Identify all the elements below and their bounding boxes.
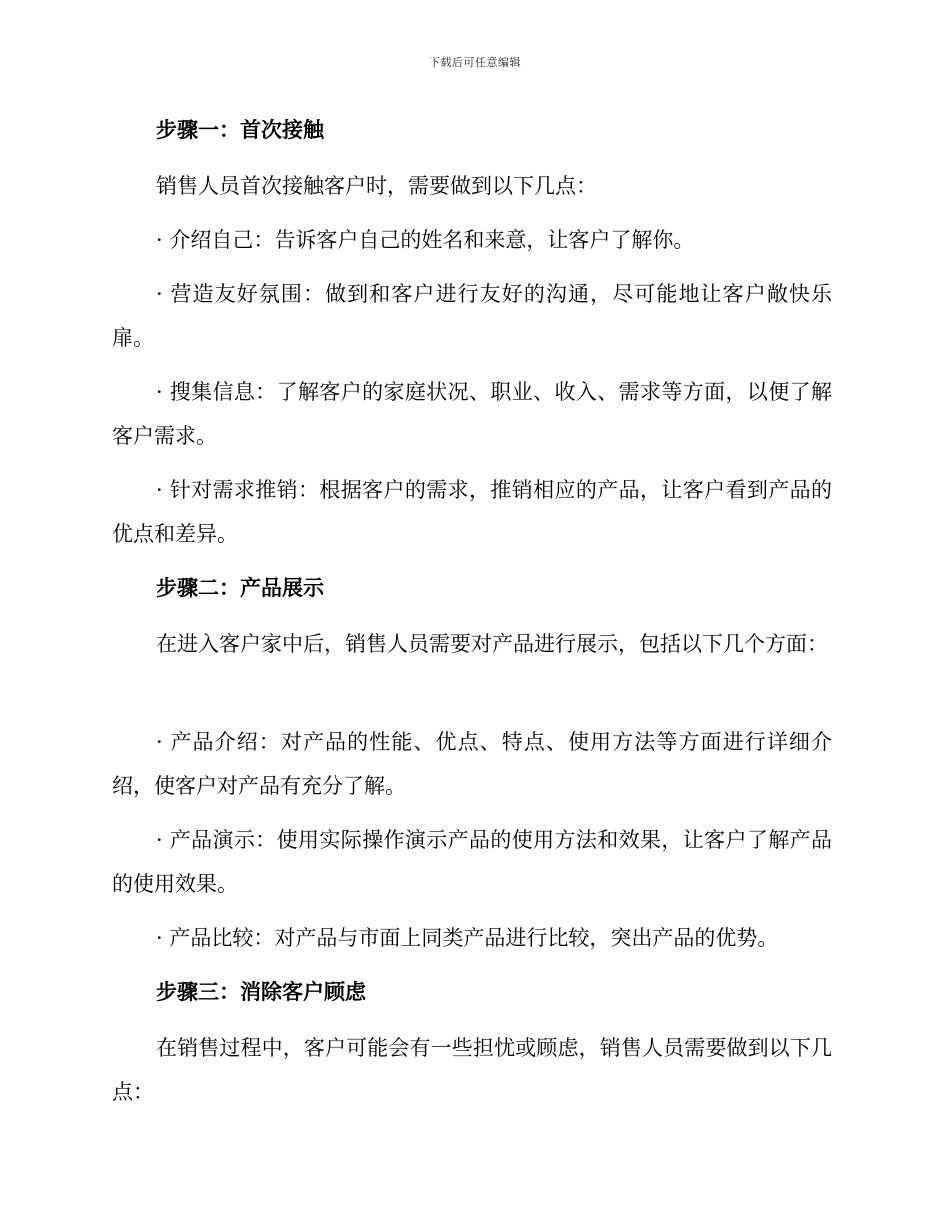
header-note: 下载后可任意编辑 xyxy=(429,56,521,69)
document-body xyxy=(112,108,832,1124)
section-heading: 步骤二：产品展示 xyxy=(156,575,324,600)
section-intro: 在销售过程中，客户可能会有一些担忧或顾虑，销售人员需要做到以下几点： xyxy=(112,1036,832,1104)
bullet-item: · 产品介绍：对产品的性能、优点、特点、使用方法等方面进行详细介绍，使客户对产品有充分了解。 xyxy=(112,730,832,798)
bullet-item: · 介绍自己：告诉客户自己的姓名和来意，让客户了解你。 xyxy=(156,228,695,252)
section-intro: 销售人员首次接触客户时，需要做到以下几点： xyxy=(156,174,597,198)
section-heading: 步骤一：首次接触 xyxy=(156,117,324,142)
bullet-item: · 营造友好氛围：做到和客户进行友好的沟通，尽可能地让客户敞快乐扉。 xyxy=(112,282,832,350)
section-intro: 在进入客户家中后，销售人员需要对产品进行展示，包括以下几个方面： xyxy=(156,632,828,656)
section-heading: 步骤三：消除客户顾虑 xyxy=(156,979,366,1004)
bullet-item: · 搜集信息：了解客户的家庭状况、职业、收入、需求等方面，以便了解客户需求。 xyxy=(112,380,832,448)
bullet-item: · 针对需求推销：根据客户的需求，推销相应的产品，让客户看到产品的优点和差异。 xyxy=(112,478,832,546)
bullet-item: · 产品比较：对产品与市面上同类产品进行比较，突出产品的优势。 xyxy=(156,926,779,950)
bullet-item: · 产品演示：使用实际操作演示产品的使用方法和效果，让客户了解产品的使用效果。 xyxy=(112,828,832,896)
